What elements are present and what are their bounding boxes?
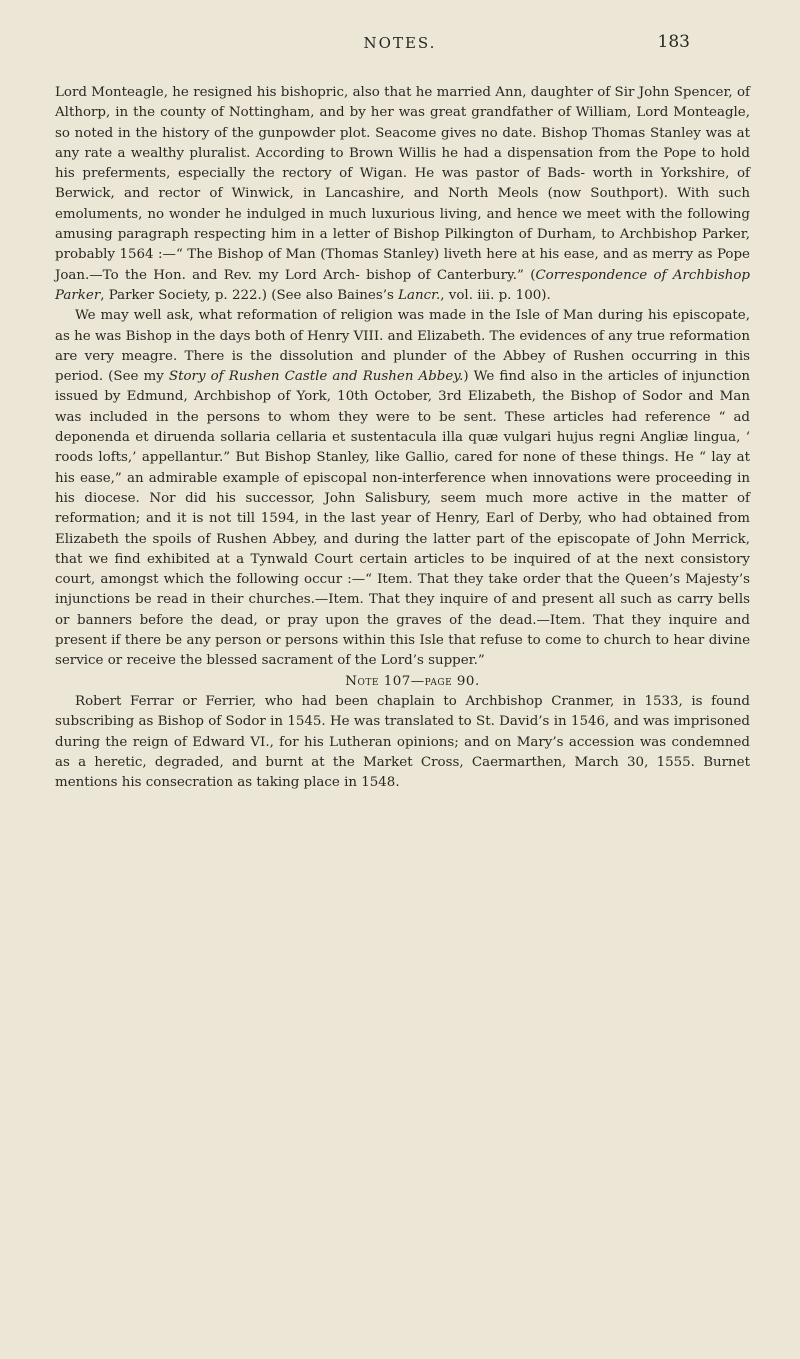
paragraph-2-title-rushen: Story of Rushen Castle and Rushen Abbey. — [168, 369, 464, 385]
running-title: NOTES. — [363, 34, 437, 52]
paragraph-1-title-lancr: Lancr. — [398, 287, 441, 303]
paragraph-2-text-a: We may well ask, what reformation of religion was made in the Isle of Man during his episcopate, as he was Bishop in the days both of Henry VIII. and Elizabeth. The evidences of any true reformation are very meagre. There is the dissolution and plunder of the Abbey of Rushen occurring in this period. (See my — [55, 308, 750, 385]
paragraph-3: Robert Ferrar or Ferrier, who had been chaplain to Archbishop Cranmer, in 1533, is found subscribing as Bishop of Sodor in 1545. He was translated to St. David’s in 1546, and was imprisoned during the reign of Edward VI., for his Lutheran opinions; and on Mary’s accession was condemned as a heretic, degraded, and burnt at the Market Cross, Caermarthen, March 30, 1555. Burnet mentions his consecration as taking place in 1548. — [55, 693, 750, 791]
body-text — [55, 83, 750, 793]
paragraph-1-text-c: , Parker Society, p. 222.) (See also Baines’s — [100, 287, 399, 303]
paragraph-1-text-a: Lord Monteagle, he resigned his bishopric, also that he married Ann, daughter of Sir John Spencer, of Althorp, in the county of Nottingham, and by her was great grandfather of William, Lord Monteagle, so noted in the history of the gunpowder plot. Seacome gives no date. Bishop Thomas Stanley was at any rate a wealthy pluralist. According to Brown Willis he had a dispensation from the Pope to hold his preferments, especially the rectory of Wigan. He was pastor of Bads- worth in Yorkshire, of Berwick, and rector of Winwick, in Lancashire, and North Meols (now Southport). With such emoluments, no wonder he indulged in much luxurious living, and hence we meet with the following amusing paragraph respecting him in a letter of Bishop Pilkington of Durham, to Archbishop Parker, probably 1564 :—“ The Bishop of Man (Thomas Stanley) liveth here at his ease, and as merry as Pope Joan.—To the Hon. and Rev. my Lord Arch- bishop of Canterbury.” ( — [55, 85, 750, 283]
paragraph-2-text-c: ) We find also in the articles of injunction issued by Edmund, Archbishop of York, 10th October, 3rd Elizabeth, the Bishop of Sodor and Man was included in the persons to whom they were to be sent. These articles had reference “ ad deponenda et diruenda sollaria cellaria et sustentacula illa quæ vulgari hujus regni Angliæ lingua, ‘ roods lofts,’ appellantur.” But Bishop Stanley, like Gallio, cared for none of these things. He “ lay at his ease,” an admirable example of episcopal non-interference when innovations were proceeding in his diocese. Nor did his successor, John Salisbury, seem much more active in the matter of reformation; and it is not till 1594, in the last year of Henry, Earl of Derby, who had obtained from Elizabeth the spoils of Rushen Abbey, and during the latter part of the episcopate of John Merrick, that we find exhibited at a Tynwald Court certain articles to be inquired of at the next consistory court, amongst which the following occur :—“ Item. That they take order that the Queen’s Majesty’s injunctions be read in their churches.—Item. That they inquire of and present all such as carry bells or banners before the dead, or pray upon the graves of the dead.—Item. That they inquire and present if there be any person or persons within this Isle that refuse to come to church to hear divine service or receive the blessed sacrament of the Lord’s supper.” — [55, 369, 751, 669]
paragraph-1-text-e: , vol. iii. p. 100). — [440, 287, 551, 303]
note-heading: Note 107—page 90. — [345, 673, 480, 689]
running-head — [0, 32, 800, 60]
paragraph-1 — [55, 83, 750, 306]
paragraph-1-title-correspondence: Correspondence of Archbishop Parker — [55, 267, 751, 303]
page-number: 183 — [657, 32, 690, 52]
paragraph-2 — [55, 306, 750, 671]
